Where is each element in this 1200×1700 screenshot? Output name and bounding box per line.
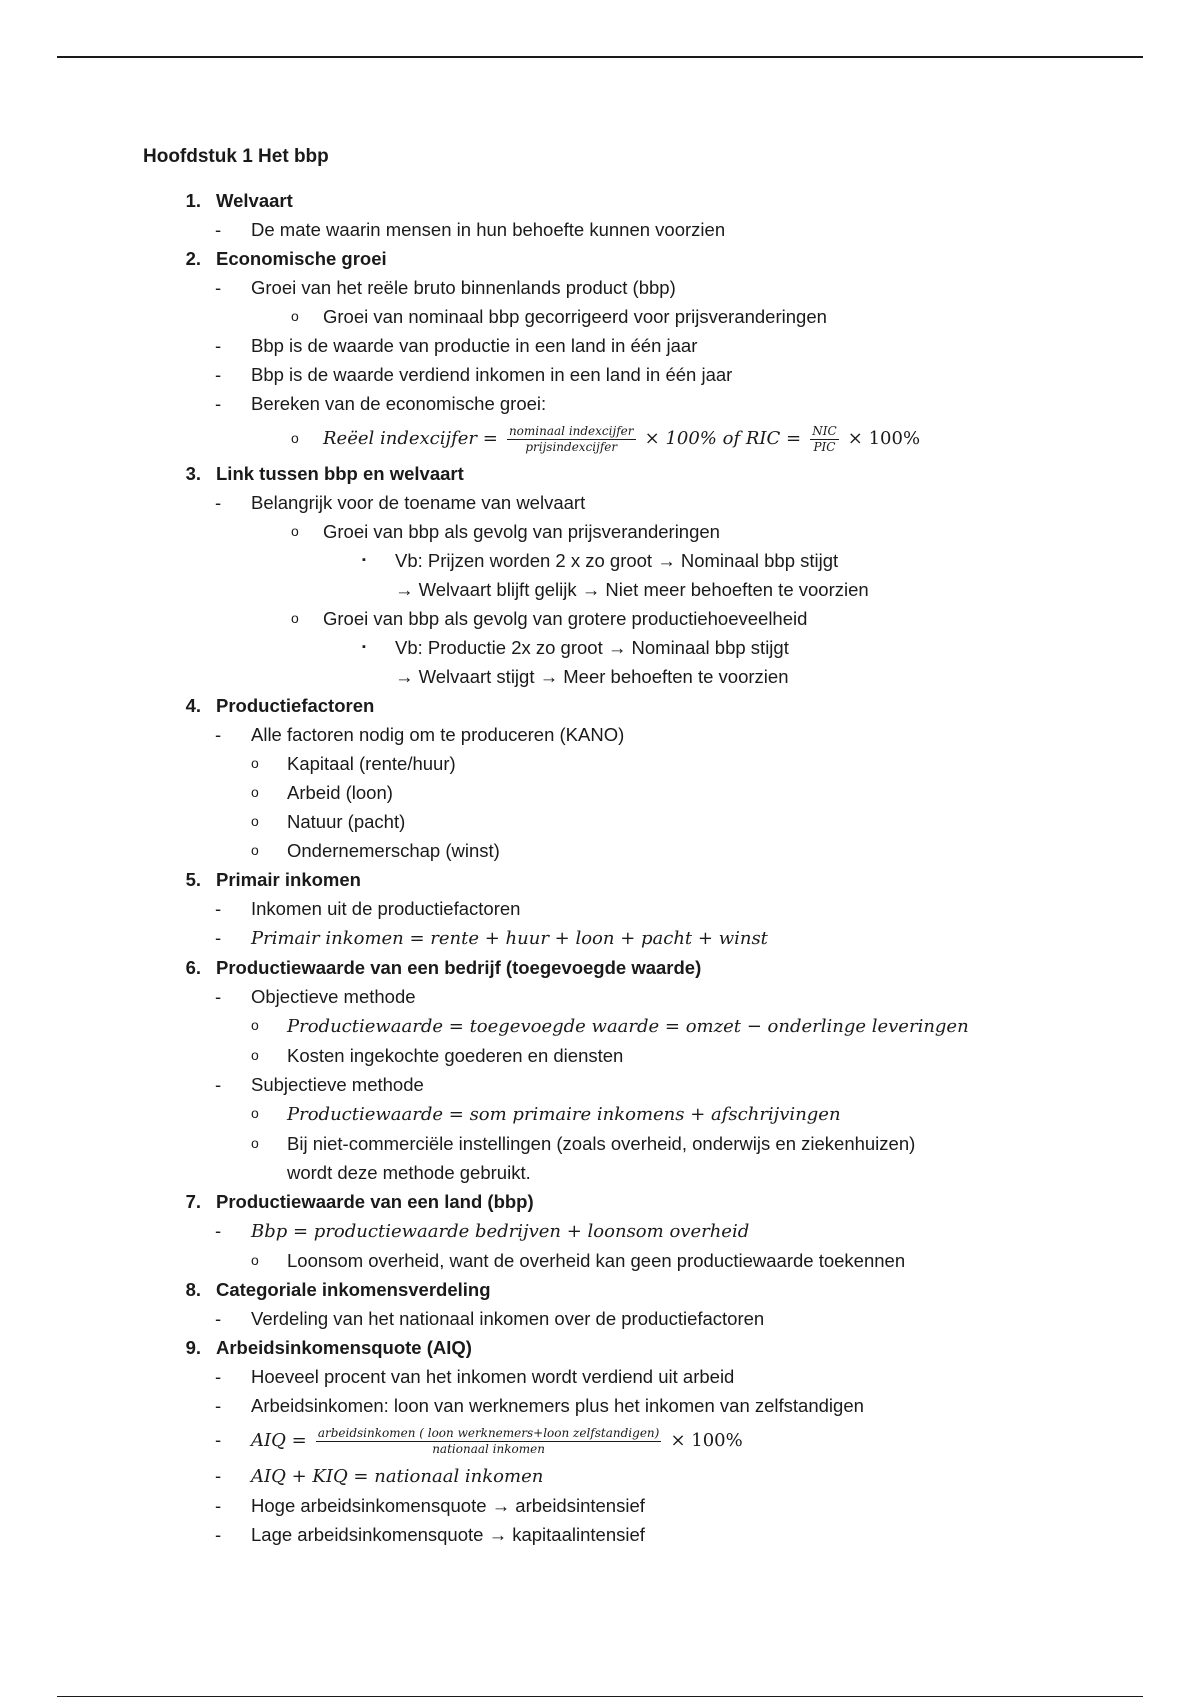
circle-bullet: o: [251, 813, 259, 829]
item-continuation: wordt deze methode gebruikt.: [287, 1162, 531, 1183]
formula-text: Bbp = productiewaarde bedrijven + loonsom overheid: [251, 1221, 750, 1242]
section-heading: [143, 691, 1143, 720]
item-text: Groei van het reële bruto binnenlands product (bbp): [251, 277, 676, 298]
dash-bullet: -: [215, 1366, 222, 1387]
item-text: Arbeid (loon): [287, 782, 393, 803]
item-text: Groei van nominaal bbp gecorrigeerd voor prijsveranderingen: [323, 306, 827, 327]
list-item: [143, 836, 1143, 865]
formula-text: Productiewaarde = som primaire inkomens + afschrijvingen: [287, 1104, 841, 1125]
list-item: [143, 720, 1143, 749]
section-number: 5.: [185, 869, 201, 890]
dash-bullet: -: [215, 1429, 222, 1450]
fraction-denominator: nationaal inkomen: [432, 1441, 545, 1456]
section-number: 3.: [185, 463, 201, 484]
fraction-numerator: arbeidsinkomen ( loon werknemers+loon zelfstandigen): [317, 1425, 660, 1440]
item-text: Subjectieve methode: [251, 1074, 424, 1095]
list-item: [143, 604, 1143, 633]
section-heading: [143, 865, 1143, 894]
section-6: [143, 953, 1143, 1187]
circle-bullet: o: [291, 308, 299, 324]
circle-bullet: o: [251, 842, 259, 858]
formula-item: [143, 1216, 1143, 1246]
chapter-title: Hoofdstuk 1 Het bbp: [143, 146, 329, 167]
item-text: Belangrijk voor de toename van welvaart: [251, 492, 586, 513]
dash-bullet: -: [215, 1308, 222, 1329]
item-continuation: → Welvaart stijgt → Meer behoeften te voorzien: [395, 666, 789, 687]
item-text: Lage arbeidsinkomensquote → kapitaalintensief: [251, 1524, 645, 1545]
circle-bullet: o: [291, 523, 299, 539]
section-number: 9.: [185, 1337, 201, 1358]
section-heading: [143, 1187, 1143, 1216]
dash-bullet: -: [215, 277, 222, 298]
list-item: [143, 1491, 1143, 1520]
section-title: Arbeidsinkomensquote (AIQ): [216, 1337, 472, 1358]
item-text: Vb: Productie 2x zo groot → Nominaal bbp stijgt: [395, 637, 789, 658]
section-heading: [143, 953, 1143, 982]
section-3: [143, 459, 1143, 691]
formula-item: [143, 1011, 1143, 1041]
square-bullet: ▪: [362, 554, 366, 566]
formula-item: [143, 1461, 1143, 1491]
dash-bullet: -: [215, 724, 222, 745]
dash-bullet: -: [215, 364, 222, 385]
section-title: Productiefactoren: [216, 695, 375, 716]
item-text: Bbp is de waarde van productie in een land in één jaar: [251, 335, 698, 356]
section-number: 1.: [185, 190, 201, 211]
list-item: [143, 1520, 1143, 1549]
list-item: [143, 1070, 1143, 1099]
item-text: Arbeidsinkomen: loon van werknemers plus het inkomen van zelfstandigen: [251, 1395, 864, 1416]
list-item: [143, 633, 1143, 662]
list-item: [143, 360, 1143, 389]
dash-bullet: -: [215, 898, 222, 919]
item-text: Natuur (pacht): [287, 811, 406, 832]
item-text: De mate waarin mensen in hun behoefte kunnen voorzien: [251, 219, 726, 240]
fraction-numerator: NIC: [812, 423, 837, 438]
list-item: [143, 215, 1143, 244]
formula-fraction: [810, 424, 838, 455]
list-item: [143, 1041, 1143, 1070]
list-item: [143, 302, 1143, 331]
list-item: [143, 488, 1143, 517]
dash-bullet: -: [215, 986, 222, 1007]
dash-bullet: -: [215, 492, 222, 513]
item-text: Bbp is de waarde verdiend inkomen in een land in één jaar: [251, 364, 733, 385]
item-text: Alle factoren nodig om te produceren (KANO): [251, 724, 625, 745]
list-item: [143, 1304, 1143, 1333]
list-item: [143, 1362, 1143, 1391]
square-bullet: ▪: [362, 641, 366, 653]
list-item: [143, 894, 1143, 923]
list-item: [143, 273, 1143, 302]
list-item: [143, 982, 1143, 1011]
circle-bullet: o: [251, 1047, 259, 1063]
header-rule: [57, 56, 1143, 58]
formula-end: × 100%: [670, 1430, 743, 1451]
item-text: Groei van bbp als gevolg van prijsveranderingen: [323, 521, 720, 542]
document-body: [143, 144, 1143, 1549]
item-text: Hoeveel procent van het inkomen wordt verdiend uit arbeid: [251, 1366, 735, 1387]
formula-item: [143, 1099, 1143, 1129]
circle-bullet: o: [251, 1252, 259, 1268]
dash-bullet: -: [215, 927, 222, 948]
dash-bullet: -: [215, 1465, 222, 1486]
item-text: Vb: Prijzen worden 2 x zo groot → Nominaal bbp stijgt: [395, 550, 839, 571]
dash-bullet: -: [215, 393, 222, 414]
section-number: 6.: [185, 957, 201, 978]
formula-text: AIQ + KIQ = nationaal inkomen: [251, 1466, 544, 1487]
formula-fraction: [507, 424, 636, 455]
item-text: Verdeling van het nationaal inkomen over de productiefactoren: [251, 1308, 765, 1329]
list-item: [143, 1129, 1143, 1158]
section-heading: [143, 459, 1143, 488]
section-5: [143, 865, 1143, 953]
formula-item: [143, 418, 1143, 459]
item-continuation: → Welvaart blijft gelijk → Niet meer behoeften te voorzien: [395, 579, 869, 600]
dash-bullet: -: [215, 219, 222, 240]
list-item: [143, 1391, 1143, 1420]
fraction-denominator: prijsindexcijfer: [525, 439, 618, 454]
section-heading: [143, 1333, 1143, 1362]
dash-bullet: -: [215, 1074, 222, 1095]
section-1: [143, 186, 1143, 244]
formula-middle: × 100% of RIC =: [644, 428, 802, 449]
list-item: [143, 807, 1143, 836]
section-title: Link tussen bbp en welvaart: [216, 463, 464, 484]
section-number: 2.: [185, 248, 201, 269]
list-item: [143, 331, 1143, 360]
item-text: Hoge arbeidsinkomensquote → arbeidsintensief: [251, 1495, 645, 1516]
circle-bullet: o: [251, 1105, 259, 1121]
section-7: [143, 1187, 1143, 1275]
list-item: [143, 546, 1143, 575]
list-item: [143, 517, 1143, 546]
section-title: Economische groei: [216, 248, 387, 269]
circle-bullet: o: [251, 1135, 259, 1151]
formula-end: × 100%: [847, 428, 921, 449]
formula-lhs: AIQ =: [251, 1430, 307, 1451]
section-heading: [143, 244, 1143, 273]
section-9: [143, 1333, 1143, 1549]
item-text: Bereken van de economische groei:: [251, 393, 547, 414]
circle-bullet: o: [251, 784, 259, 800]
circle-bullet: o: [291, 430, 299, 446]
formula-text: Primair inkomen = rente + huur + loon + pacht + winst: [251, 928, 768, 949]
formula-item: [143, 923, 1143, 953]
item-text: Kapitaal (rente/huur): [287, 753, 456, 774]
dash-bullet: -: [215, 335, 222, 356]
section-heading: [143, 186, 1143, 215]
section-title: Primair inkomen: [216, 869, 361, 890]
formula-text: Productiewaarde = toegevoegde waarde = omzet − onderlinge leveringen: [287, 1016, 969, 1037]
fraction-denominator: PIC: [813, 439, 836, 454]
dash-bullet: -: [215, 1495, 222, 1516]
section-2: [143, 244, 1143, 459]
circle-bullet: o: [291, 610, 299, 626]
dash-bullet: -: [215, 1395, 222, 1416]
dash-bullet: -: [215, 1220, 222, 1241]
section-number: 4.: [185, 695, 201, 716]
dash-bullet: -: [215, 1524, 222, 1545]
list-item: [143, 1246, 1143, 1275]
circle-bullet: o: [251, 755, 259, 771]
footer-rule: [57, 1696, 1143, 1697]
item-text: Ondernemerschap (winst): [287, 840, 500, 861]
section-title: Productiewaarde van een land (bbp): [216, 1191, 534, 1212]
list-item: [143, 749, 1143, 778]
section-title: Categoriale inkomensverdeling: [216, 1279, 491, 1300]
item-text: Loonsom overheid, want de overheid kan geen productiewaarde toekennen: [287, 1250, 906, 1271]
item-text: Kosten ingekochte goederen en diensten: [287, 1045, 624, 1066]
formula-lhs: Reëel indexcijfer =: [323, 428, 498, 449]
item-text: Objectieve methode: [251, 986, 416, 1007]
section-number: 8.: [185, 1279, 201, 1300]
section-8: [143, 1275, 1143, 1333]
section-title: Welvaart: [216, 190, 293, 211]
formula-fraction: [316, 1426, 662, 1457]
section-4: [143, 691, 1143, 865]
item-text: Inkomen uit de productiefactoren: [251, 898, 521, 919]
circle-bullet: o: [251, 1017, 259, 1033]
item-text: Groei van bbp als gevolg van grotere productiehoeveelheid: [323, 608, 808, 629]
fraction-numerator: nominaal indexcijfer: [508, 423, 634, 438]
section-title: Productiewaarde van een bedrijf (toegevoegde waarde): [216, 957, 702, 978]
item-text: Bij niet-commerciële instellingen (zoals overheid, onderwijs en ziekenhuizen): [287, 1133, 916, 1154]
list-item: [143, 389, 1143, 418]
formula-item: [143, 1420, 1143, 1461]
list-item: [143, 778, 1143, 807]
section-heading: [143, 1275, 1143, 1304]
section-number: 7.: [185, 1191, 201, 1212]
